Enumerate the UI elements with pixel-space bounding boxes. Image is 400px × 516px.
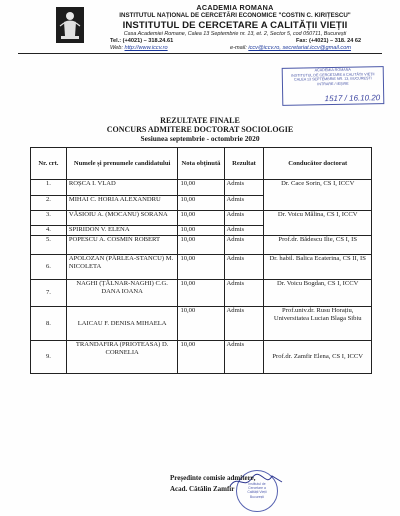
stamp-line-4: INTRARE / IEȘIRE (317, 81, 349, 87)
institute-address: Casa Academiei Romane, Calea 13 Septembrie nr. 13, et. 2, Sector 5, cod 050711, București (123, 31, 347, 37)
row-grade: 10,00 (178, 196, 224, 211)
website-link[interactable]: http://www.iccv.ro (124, 45, 168, 51)
row-name: SPIRIDON V. ELENA (66, 226, 178, 236)
header-supervisor: Conducător doctorat (264, 148, 372, 180)
row-supervisor: Prof.dr. Zamfir Elena, CS I, ICCV (264, 341, 372, 374)
row-result: Admis (224, 196, 264, 211)
row-result: Admis (224, 255, 264, 280)
row-grade: 10,00 (178, 255, 224, 280)
table-row (31, 280, 372, 307)
website (110, 45, 168, 51)
row-grade: 10,00 (178, 341, 224, 374)
row-nr: 6. (31, 255, 67, 280)
row-grade: 10,00 (178, 226, 224, 236)
table-header-row (31, 148, 372, 180)
row-supervisor: Prof.dr. Bădescu Ilie, CS I, IS (264, 236, 372, 255)
row-grade: 10,00 (178, 236, 224, 255)
row-result: Admis (224, 211, 264, 226)
header-grade: Nota obținută (178, 148, 224, 180)
row-name: POPESCU A. COSMIN ROBERT (66, 236, 178, 255)
row-name: VĂSIOIU A. (MOCANU) SORANA (66, 211, 178, 226)
row-supervisor: Prof.univ.dr. Rusu Horațiu, Universitatea Lucian Blaga Sibiu (264, 307, 372, 341)
table-row (31, 180, 372, 196)
parent-institute: INSTITUTUL NAȚIONAL DE CERCETĂRI ECONOMICE "COSTIN C. KIRIȚESCU" (119, 12, 351, 19)
row-result: Admis (224, 226, 264, 236)
stamp-line-3: CALEA 13 SEPTEMBRIE NR. 13, BUCUREȘTI (294, 76, 372, 82)
row-name: MIHAI C. HORIA ALEXANDRU (66, 196, 178, 211)
table-row (31, 236, 372, 255)
stamp-registration-number: 1517 / 16.10.20 (324, 93, 381, 104)
results-table (30, 147, 372, 374)
institute-name: INSTITUTUL DE CERCETARE A CALITĂȚII VIEȚII (122, 20, 348, 31)
row-nr: 3. (31, 211, 67, 226)
phone-number: Tel.: (+4021) – 318.24.61 (110, 38, 174, 44)
row-nr: 9. (31, 341, 67, 374)
row-result: Admis (224, 307, 264, 341)
website-label: Web: (110, 45, 125, 51)
session-label: Sesiunea septembrie - octombrie 2020 (140, 134, 260, 143)
email (230, 45, 351, 51)
row-nr: 7. (31, 280, 67, 307)
row-name: NAGHI (ȚĂLNAR-NAGHI) C.G. DANA IOANA (66, 280, 178, 307)
document-title: REZULTATE FINALE (160, 116, 240, 125)
row-nr: 2. (31, 196, 67, 211)
header-result: Rezultat (224, 148, 264, 180)
commission-president-label: Președinte comisie admitere, (170, 474, 256, 482)
row-result: Admis (224, 341, 264, 374)
header-name: Numele și prenumele candidatului (66, 148, 178, 180)
academy-name: ACADEMIA ROMANA (196, 3, 274, 12)
row-nr: 1. (31, 180, 67, 196)
table-row (31, 211, 372, 226)
row-result: Admis (224, 236, 264, 255)
row-result: Admis (224, 180, 264, 196)
row-nr: 5. (31, 236, 67, 255)
row-name: TRANDAFIRA (PRIOTEASA) D. CORNELIA (66, 341, 178, 374)
seal-line-4: București (249, 494, 265, 499)
email-link[interactable]: iccv@iccv.ro, secretariat.iccv@gmail.com (248, 45, 351, 51)
seal-line-1: Institutul de (248, 482, 266, 486)
registry-stamp (282, 66, 385, 106)
stamp-line-1: ACADEMIA ROMANA (314, 67, 351, 73)
row-supervisor: Dr. Cace Sorin, CS I, ICCV (264, 180, 372, 211)
row-grade: 10,00 (178, 211, 224, 226)
row-supervisor: Dr. Voicu Bogdan, CS I, ICCV (264, 280, 372, 307)
header-divider (18, 53, 382, 54)
table-row (31, 341, 372, 374)
row-result: Admis (224, 280, 264, 307)
row-name: ROȘCA I. VLAD (66, 180, 178, 196)
academy-logo-icon (55, 6, 85, 44)
stamp-line-2: INSTITUTUL DE CERCETARE A CALITĂȚII VIEȚII (291, 71, 375, 78)
header-nr: Nr. crt. (31, 148, 67, 180)
row-nr: 4. (31, 226, 67, 236)
table-row (31, 255, 372, 280)
seal-line-2: Cercetare a (248, 486, 266, 491)
seal-line-3: Calității Vieții (247, 490, 267, 495)
email-label: e-mail: (230, 45, 249, 51)
row-grade: 10,00 (178, 280, 224, 307)
row-supervisor: Dr. Voicu Mălina, CS I, ICCV (264, 211, 372, 236)
row-name: APOLOZAN (PÂRLEA-STANCU) M. NICOLETA (66, 255, 178, 280)
fax-number: Fax: (+4021) – 318. 24 62 (296, 38, 362, 44)
row-grade: 10,00 (178, 307, 224, 341)
row-name: LAICAU F. DENISA MIHAELA (66, 307, 178, 341)
document-subtitle: CONCURS ADMITERE DOCTORAT SOCIOLOGIE (106, 125, 294, 134)
commission-president-name: Acad. Cătălin Zamfir (170, 485, 235, 493)
row-supervisor: Dr. habil. Balica Ecaterina, CS II, IS (264, 255, 372, 280)
row-nr: 8. (31, 307, 67, 341)
row-grade: 10,00 (178, 180, 224, 196)
table-row (31, 307, 372, 341)
